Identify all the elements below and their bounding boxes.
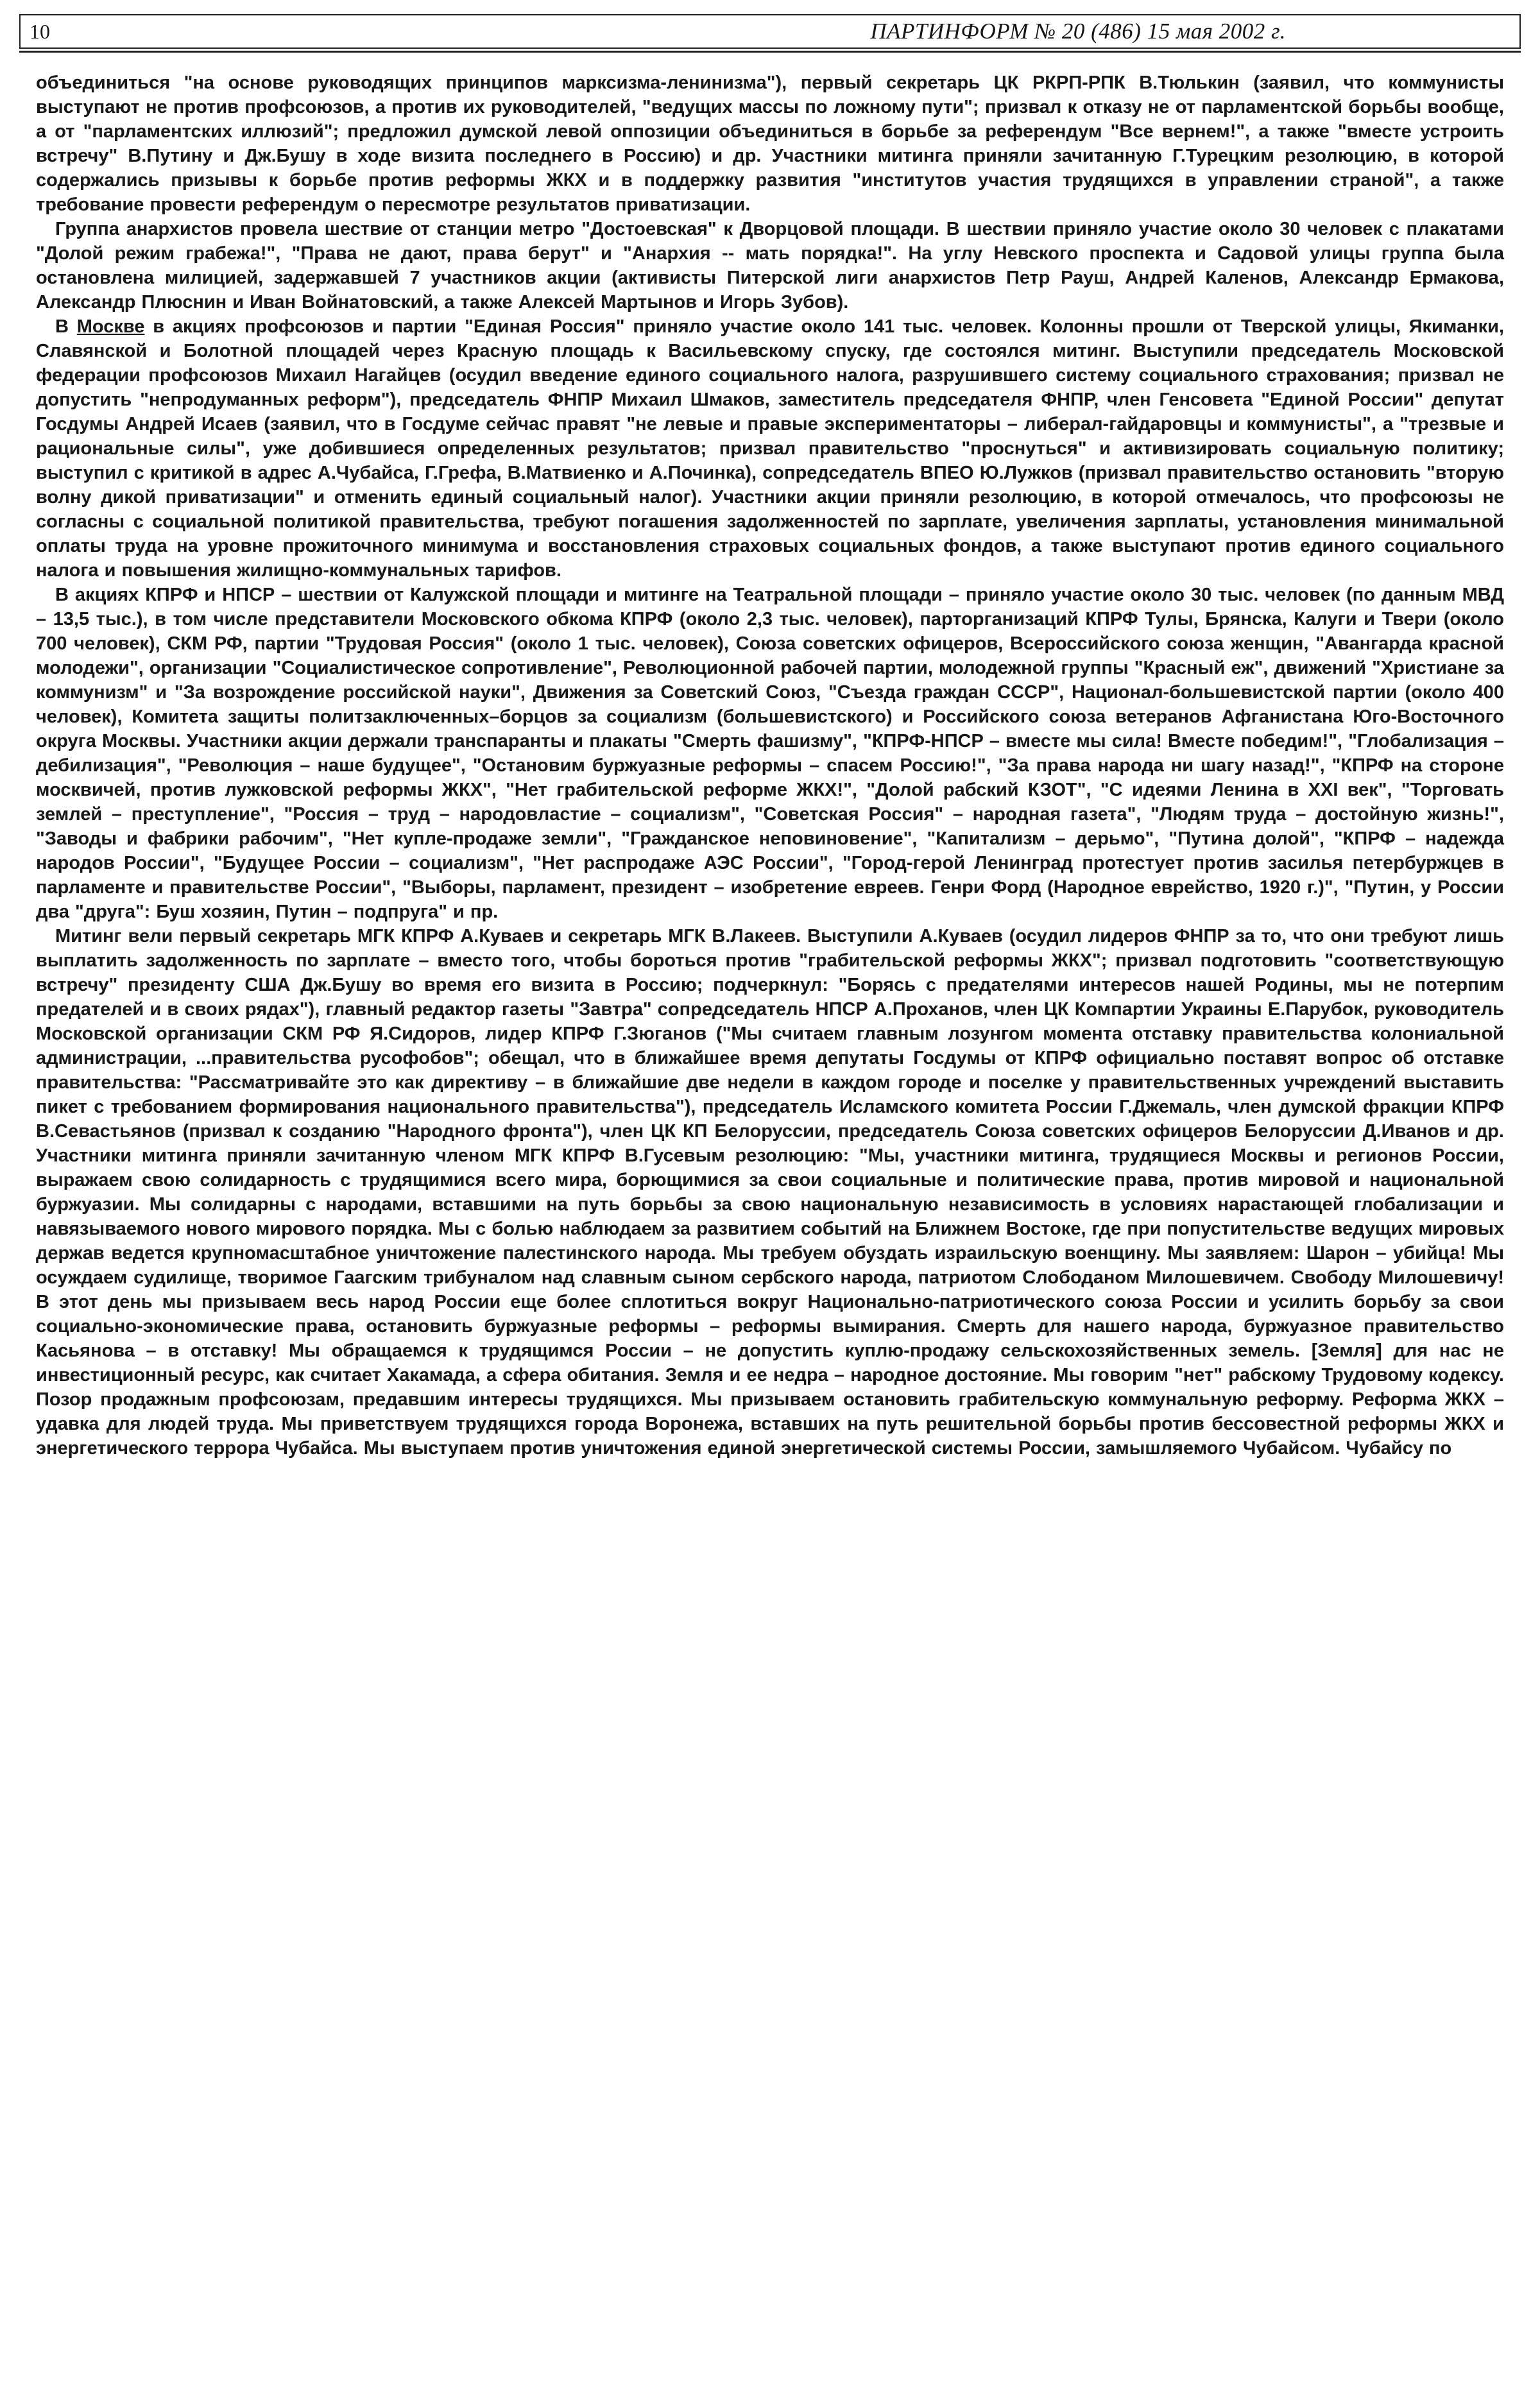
text-segment: В xyxy=(55,316,77,337)
paragraph xyxy=(36,924,1504,1461)
text-segment: в акциях профсоюзов и партии "Единая Россия" приняло участие около 141 тыс. человек. Колонны прошли от Тверской улицы, Якиманки, Славянской и Болотной площадей через Красную площадь к Васильевскому спуску, где состоялся митинг. Выступили председатель Московской федерации профсоюзов Михаил Нагайцев (осудил введение единого социального налога, разрушившего систему социального страхования; призвал не допустить "непродуманных реформ"), председатель ФНПР Михаил Шмаков, заместитель председателя ФНПР, член Генсовета "Единой России" депутат Госдумы Андрей Исаев (заявил, что в Госдуме сейчас правят "не левые и правые экспериментаторы – либерал-гайдаровцы и коммунисты", а "трезвые и рациональные силы", уже добившиеся определенных результатов; призвал правительство "проснуться" и активизировать социальную политику; выступил с критикой в адрес А.Чубайса, Г.Грефа, В.Матвиенко и А.Починка), сопредседатель ВПЕО Ю.Лужков (призвал правительство остановить "вторую волну дикой приватизации" и отменить единый социальный налог). Участники акции приняли резолюцию, в которой отмечалось, что профсоюзы не согласны с социальной политикой правительства, требуют погашения задолженностей по зарплате, увеличения зарплаты, установления минимальной оплаты труда на уровне прожиточного минимума и восстановления страховых социальных фондов, а также выступают против единого социального налога и повышения жилищно-коммунальных тарифов. xyxy=(36,316,1504,581)
publication-title: ПАРТИНФОРМ № 20 (486) 15 мая 2002 г. xyxy=(870,19,1286,44)
text-segment: Группа анархистов провела шествие от станции метро "Достоевская" к Дворцовой площади. В шествии приняло участие около 30 человек с плакатами "Долой режим грабежа!", "Права не дают, права берут" и "Анархия -- мать порядка!". На углу Невского проспекта и Садовой улицы группа была остановлена милицией, задержавшей 7 участников акции (активисты Питерской лиги анархистов Петр Рауш, Андрей Каленов, Александр Ермакова, Александр Плюснин и Иван Войнатовский, а также Алексей Мартынов и Игорь Зубов). xyxy=(36,219,1504,313)
underlined-text: Москве xyxy=(76,316,145,337)
paragraph xyxy=(36,217,1504,314)
text-segment: Митинг вели первый секретарь МГК КПРФ А.Куваев и секретарь МГК В.Лакеев. Выступили А.Куваев (осудил лидеров ФНПР за то, что они требуют лишь выплатить задолженность по зарплате – вместо того, чтобы бороться против "грабительской реформы ЖКХ"; призвал подготовить "соответствующую встречу" президенту США Дж.Бушу во время его визита в Россию; подчеркнул: "Борясь с предателями интересов нашей Родины, мы не потерпим предателей и в своих рядах"), главный редактор газеты "Завтра" сопредседатель НПСР А.Проханов, член ЦК Компартии Украины Е.Парубок, руководитель Московской организации СКМ РФ Я.Сидоров, лидер КПРФ Г.Зюганов ("Мы считаем главным лозунгом момента отставку правительства колониальной администрации, ...правительства русофобов"; обещал, что в ближайшее время депутаты Госдумы от КПРФ официально поставят вопрос об отставке правительства: "Рассматривайте это как директиву – в ближайшие две недели в каждом городе и поселке у правительственных учреждений выставить пикет с требованием формирования национального правительства"), председатель Исламского комитета России Г.Джемаль, член думской фракции КПРФ В.Севастьянов (призвал к созданию "Народного фронта"), член ЦК КП Белоруссии, председатель Союза советских офицеров Белоруссии Д.Иванов и др. Участники митинга приняли зачитанную членом МГК КПРФ В.Гусевым резолюцию: "Мы, участники митинга, трудящиеся Москвы и регионов России, выражаем свою солидарность с трудящимися всего мира, борющимися за свои социальные и политические права, против мировой и национальной буржуазии. Мы солидарны с народами, вставшими на путь борьбы за свою национальную независимость в условиях нарастающей глобализации и навязываемого нового мирового порядка. Мы с болью наблюдаем за развитием событий на Ближнем Востоке, где при попустительстве ведущих мировых держав ведется крупномасштабное уничтожение палестинского народа. Мы требуем обуздать израильскую военщину. Мы заявляем: Шарон – убийца! Мы осуждаем судилище, творимое Гаагским трибуналом над славным сыном сербского народа, патриотом Слободаном Милошевичем. Свободу Милошевичу! В этот день мы призываем весь народ России еще более сплотиться вокруг Национально-патриотического союза России и усилить борьбу за свои социально-экономические права, остановить буржуазные реформы – реформы вымирания. Смерть для нашего народа, буржуазное правительство Касьянова – в отставку! Мы обращаемся к трудящимся России – не допустить куплю-продажу сельскохозяйственных земель. [Земля] для нас не инвестиционный ресурс, как считает Хакамада, а сфера обитания. Земля и ее недра – народное достояние. Мы говорим "нет" рабскому Трудовому кодексу. Позор продажным профсоюзам, предавшим интересы трудящихся. Мы призываем остановить грабительскую коммунальную реформу. Реформа ЖКХ – удавка для людей труда. Мы приветствуем трудящихся города Воронежа, вставших на путь решительной борьбы против бессовестной реформы ЖКХ и энергетического террора Чубайса. Мы выступаем против уничтожения единой энергетической системы России, замышляемого Чубайсом. Чубайсу по xyxy=(36,926,1504,1459)
header-double-rule xyxy=(19,51,1521,53)
page-header xyxy=(19,14,1521,49)
article-body xyxy=(19,71,1521,1461)
text-segment: В акциях КПРФ и НПСР – шествии от Калужской площади и митинге на Театральной площади – приняло участие около 30 тыс. человек (по данным МВД – 13,5 тыс.), в том числе представители Московского обкома КПРФ (около 2,3 тыс. человек), парторганизаций КПРФ Тулы, Брянска, Калуги и Твери (около 700 человек), СКМ РФ, партии "Трудовая Россия" (около 1 тыс. человек), Союза советских офицеров, Всероссийского союза женщин, "Авангарда красной молодежи", организации "Социалистическое сопротивление", Революционной рабочей партии, молодежной группы "Красный еж", движений "Христиане за коммунизм" и "За возрождение российской науки", Движения за Советский Союз, "Съезда граждан СССР", Национал-большевистской партии (около 400 человек), Комитета защиты политзаключенных–борцов за социализм (большевистского) и Российского союза ветеранов Афганистана Юго-Восточного округа Москвы. Участники акции держали транспаранты и плакаты "Смерть фашизму", "КПРФ-НПСР – вместе мы сила! Вместе победим!", "Глобализация – дебилизация", "Революция – наше будущее", "Остановим буржуазные реформы – спасем Россию!", "За права народа ни шагу назад!", "КПРФ на стороне москвичей, против лужковской реформы ЖКХ", "Нет грабительской реформе ЖКХ!", "Долой рабский КЗОТ", "С идеями Ленина в XXI век", "Торговать землей – преступление", "Россия – труд – народовластие – социализм", "Советская Россия" – народная газета", "Людям труда – достойную жизнь!", "Заводы и фабрики рабочим", "Нет купле-продаже земли", "Гражданское неповиновение", "Капитализм – дерьмо", "Путина долой", "КПРФ – надежда народов России", "Будущее России – социализм", "Нет распродаже АЭС России", "Город-герой Ленинград протестует против засилья петербуржцев в парламенте и правительстве России", "Выборы, парламент, президент – изобретение евреев. Генри Форд (Народное еврейство, 1920 г.)", "Путин, у России два "друга": Буш хозяин, Путин – подпруга" и пр. xyxy=(36,585,1504,922)
paragraph xyxy=(36,583,1504,924)
paragraph xyxy=(36,314,1504,583)
paragraph xyxy=(36,71,1504,217)
page-number: 10 xyxy=(30,19,50,43)
text-segment: объединиться "на основе руководящих принципов марксизма-ленинизма"), первый секретарь ЦК РКРП-РПК В.Тюлькин (заявил, что коммунисты выступают не против профсоюзов, а против их руководителей, "ведущих массы по ложному пути"; призвал к отказу не от парламентской борьбы вообще, а от "парламентских иллюзий"; предложил думской левой оппозиции объединиться в борьбе за референдум "Все вернем!", а также "вместе устроить встречу" В.Путину и Дж.Бушу в ходе визита последнего в Россию) и др. Участники митинга приняли зачитанную Г.Турецким резолюцию, в которой содержались призывы к борьбе против реформы ЖКХ и в поддержку развития "институтов участия трудящихся в управлении страной", а также требование провести референдум о пересмотре результатов приватизации. xyxy=(36,73,1504,215)
